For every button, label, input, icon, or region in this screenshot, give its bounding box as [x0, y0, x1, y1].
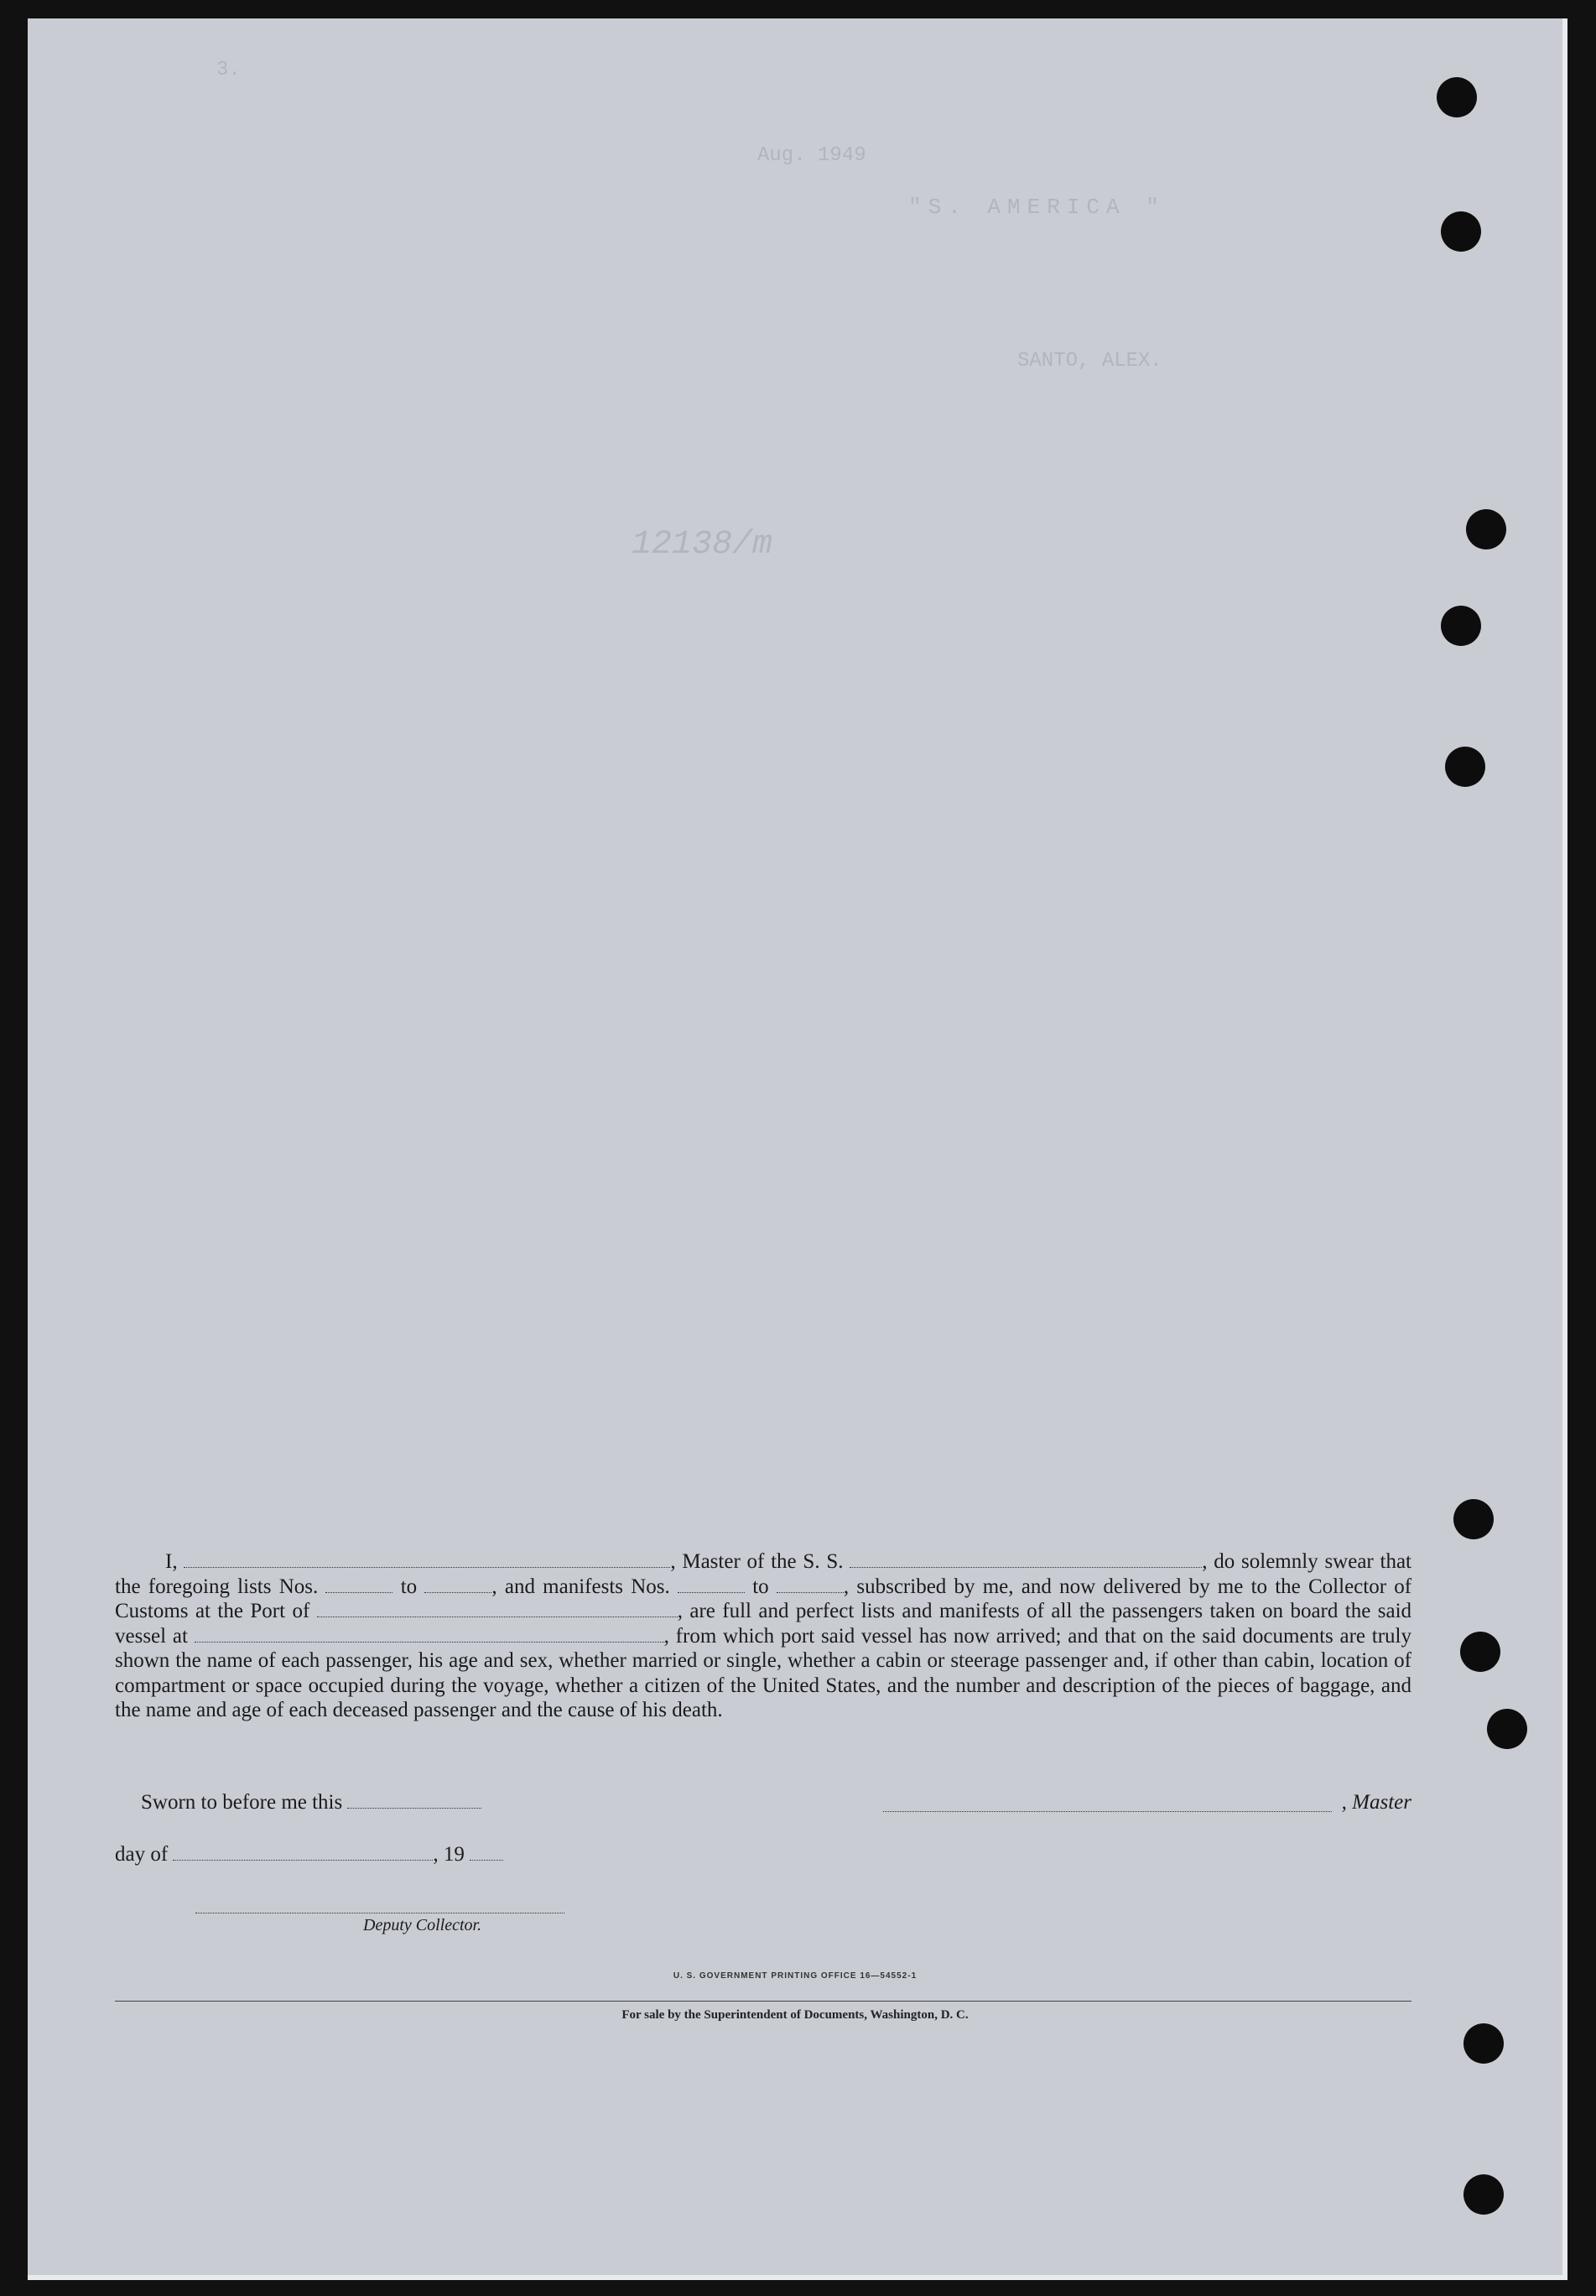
punch-hole: [1460, 1632, 1500, 1672]
punch-hole: [1441, 606, 1481, 646]
footer-rule: [115, 2001, 1411, 2002]
manifest-page: [28, 18, 1567, 2280]
sale-notice: For sale by the Superintendent of Documents, Washington, D. C.: [621, 2008, 969, 2022]
masters-oath: I, , Master of the S. S. , do solemnly swear that the foregoing lists Nos. to , and manifests Nos. to , subscribed by me, and now delivered by me to the Collector of Customs at the Port of , are full and perfect lists and manifests of all the passengers taken on board the said vessel at , from which port said vessel has now arrived; and that on the said documents are truly shown the name of each passenger, his age and sex, whether married or single, whether a cabin or steerage passenger and, if other than cabin, location of compartment or space occupied during the voyage, whether a citizen of the United States, and the number and description of the pieces of baggage, and the name and age of each deceased passenger and the cause of his death.: [115, 1550, 1412, 1721]
faint-ship-name: "S. AMERICA ": [908, 195, 1166, 220]
punch-hole: [1463, 2174, 1504, 2215]
punch-hole: [1463, 2023, 1504, 2064]
punch-hole: [1487, 1709, 1527, 1749]
punch-hole: [1466, 509, 1506, 549]
faint-corner-mark: 3.: [216, 59, 241, 81]
faint-date: Aug. 1949: [757, 144, 866, 167]
punch-hole: [1445, 747, 1485, 787]
punch-hole: [1453, 1499, 1494, 1539]
punch-hole: [1437, 77, 1477, 117]
day-of-line: day of , 19: [115, 1843, 503, 1866]
deputy-collector-label: Deputy Collector.: [363, 1916, 482, 1934]
sworn-line: Sworn to before me this: [141, 1791, 481, 1814]
faint-entry-number: 12138/m: [632, 526, 773, 564]
faint-entry-name: SANTO, ALEX.: [1017, 350, 1162, 372]
master-signature: , Master: [883, 1791, 1411, 1814]
printer-imprint: U. S. GOVERNMENT PRINTING OFFICE 16—54552-1: [673, 1971, 918, 1981]
punch-hole: [1441, 211, 1481, 252]
